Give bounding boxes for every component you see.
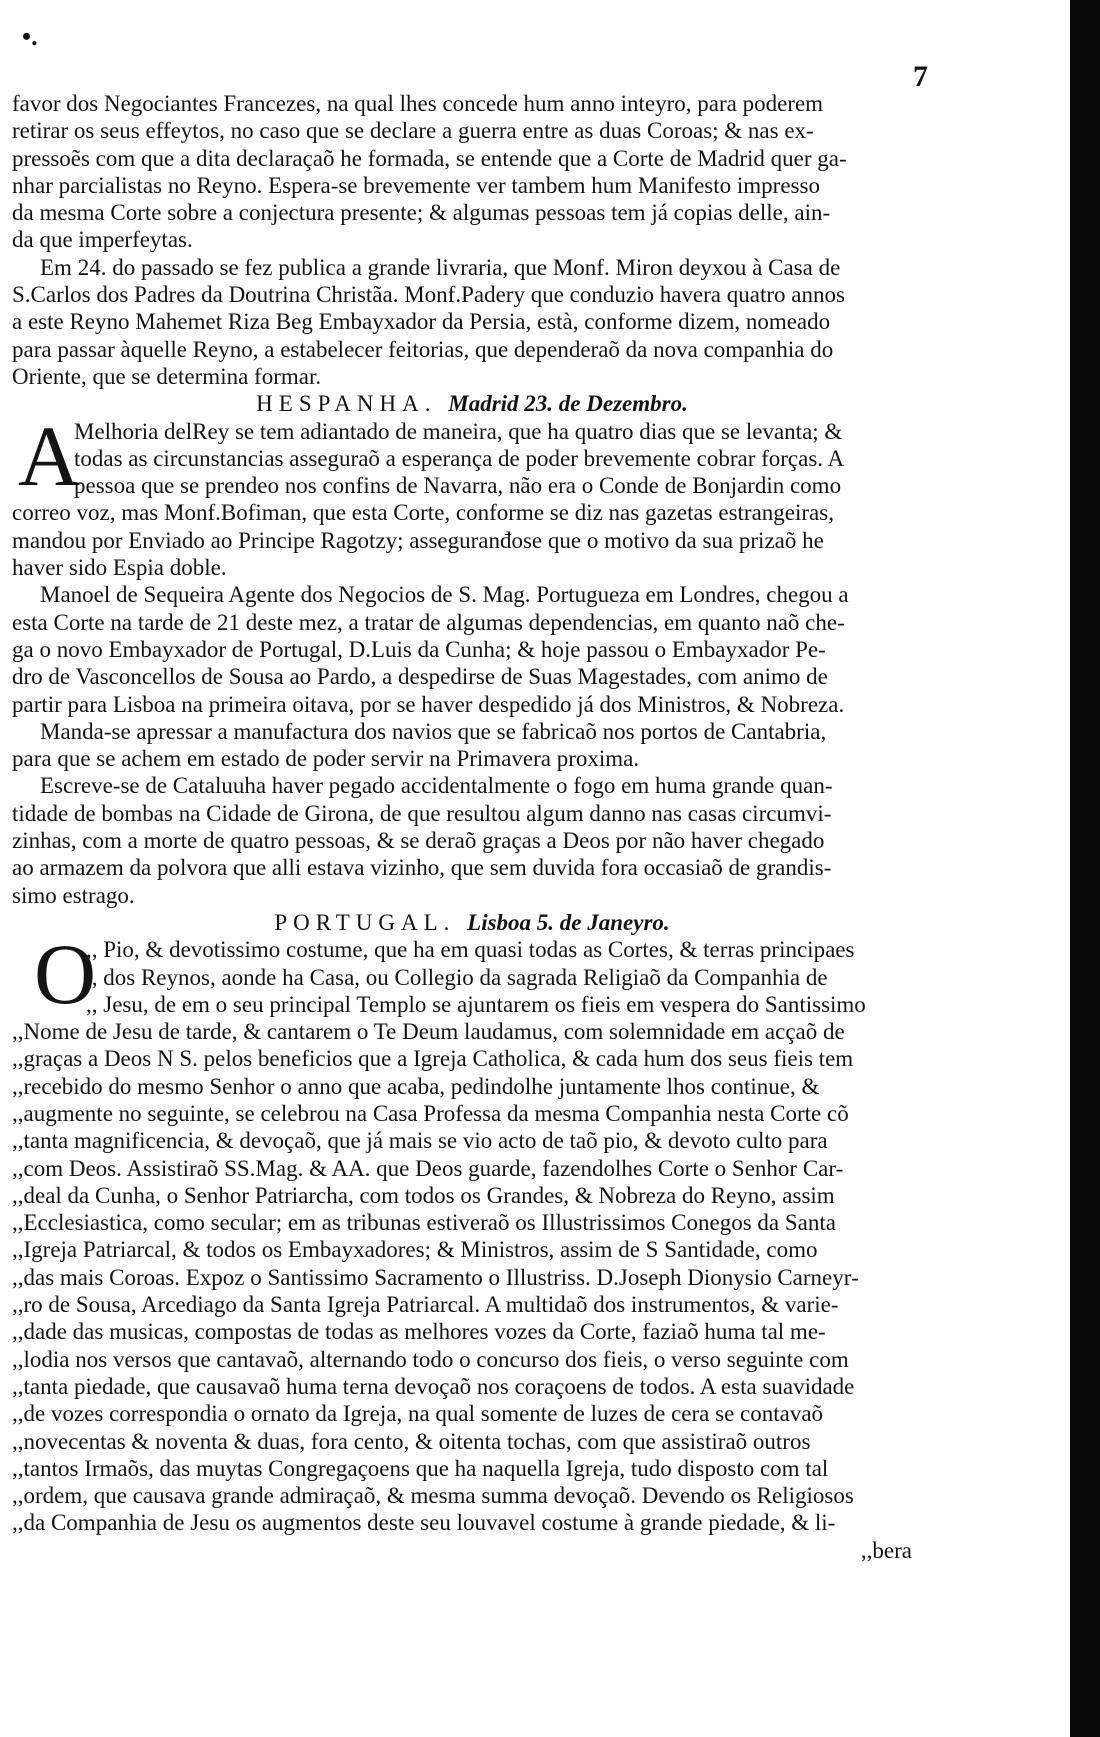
section-heading-portugal xyxy=(12,909,932,936)
text-line: tidade de bombas na Cidade de Girona, de que resultou algum danno nas casas circumvi- xyxy=(12,800,832,826)
paragraph-navios xyxy=(12,718,932,773)
text-line: ,,de vozes correspondia o ornato da Igreja, na qual somente de luzes de cera se contavaõ xyxy=(12,1401,824,1427)
text-line: ,,graças a Deos N S. pelos beneficios que a Igreja Catholica, & cada hum dos seus fieis tem xyxy=(12,1046,854,1072)
corner-mark: •. xyxy=(22,22,38,51)
text-line: pessoa que se prendeo nos confins de Navarra, não era o Conde de Bonjardin como xyxy=(74,473,842,499)
paragraph-france-continued xyxy=(12,90,932,254)
text-line: Em 24. do passado se fez publica a grande livraria, que Monf. Miron deyxou à Casa de xyxy=(40,254,841,280)
text-line: a este Reyno Mahemet Riza Beg Embayxador da Persia, està, conforme dizem, nomeado xyxy=(12,309,831,335)
text-line: nhar parcialistas no Reyno. Espera-se brevemente ver tambem hum Manifesto impresso xyxy=(12,172,820,198)
text-line: ,, Pio, & devotissimo costume, que ha em quasi todas as Cortes, & terras principaes xyxy=(86,937,855,963)
text-line: dro de Vasconcellos de Sousa ao Pardo, a despedirse de Suas Magestades, com animo de xyxy=(12,664,828,690)
text-line: ,,Ecclesiastica, como secular; em as tribunas estiveraõ os Illustrissimos Conegos da Santa xyxy=(12,1210,836,1236)
paragraph-hespanha-lead xyxy=(12,407,932,582)
text-line: Melhoria delRey se tem adiantado de maneira, que ha quatro dias que se levanta; & xyxy=(74,418,843,444)
text-line: ,, dos Reynos, aonde ha Casa, ou Collegio da sagrada Religiaõ da Companhia de xyxy=(86,964,828,990)
text-line: ,,das mais Coroas. Expoz o Santissimo Sacramento o Illustriss. D.Joseph Dionysio Carneyr- xyxy=(12,1264,859,1290)
text-line: ,,com Deos. Assistiraõ SS.Mag. & AA. que Deos guarde, fazendolhes Corte o Senhor Car- xyxy=(12,1155,844,1181)
drop-cap: O xyxy=(34,926,97,1023)
text-line: para passar àquelle Reyno, a estabelecer feitorias, que dependeraõ da nova companhia do xyxy=(12,336,834,362)
dropcap-lines xyxy=(12,926,932,1023)
section-title: PORTUGAL. xyxy=(274,909,456,935)
section-heading-hespanha xyxy=(12,390,932,417)
text-line: zinhas, com a morte de quatro pessoas, & se deraõ graças a Deos por não haver chegado xyxy=(12,828,825,854)
text-line: Manda-se apressar a manufactura dos navios que se fabricaõ nos portos de Cantabria, xyxy=(40,718,827,744)
section-dateline: Lisboa 5. de Janeyro. xyxy=(467,909,670,935)
article-text xyxy=(12,90,932,1564)
paragraph-girona xyxy=(12,772,932,908)
section-title: HESPANHA. xyxy=(256,391,437,417)
text-line: Oriente, que se determina formar. xyxy=(12,363,322,389)
text-line: ,,ordem, que causava grande admiraçaõ, & mesma summa devoçaõ. Devendo os Religiosos xyxy=(12,1483,854,1509)
paragraph-manoel-sequeira xyxy=(12,581,932,717)
text-line: ,,ro de Sousa, Arcediago da Santa Igreja Patriarcal. A multidaõ dos instrumentos, & varie- xyxy=(12,1292,839,1318)
text-line: ,,deal da Cunha, o Senhor Patriarcha, com todos os Grandes, & Nobreza do Reyno, assim xyxy=(12,1182,835,1208)
section-dateline: Madrid 23. de Dezembro. xyxy=(448,391,688,417)
text-line: favor dos Negociantes Francezes, na qual lhes concede hum anno inteyro, para poderem xyxy=(12,91,824,116)
page-number: 7 xyxy=(913,60,928,93)
text-line: ,,Nome de Jesu de tarde, & cantarem o Te Deum laudamus, com solemnidade em acçaõ de xyxy=(12,1019,845,1045)
text-line: Escreve-se de Cataluuha haver pegado accidentalmente o fogo em huma grande quan- xyxy=(40,773,833,799)
text-line: para que se achem em estado de poder servir na Primavera proxima. xyxy=(12,746,640,772)
text-line: ,,dade das musicas, compostas de todas as melhores vozes da Corte, faziaõ huma tal me- xyxy=(12,1319,826,1345)
text-line: esta Corte na tarde de 21 deste mez, a tratar de algumas dependencias, em quanto naõ che- xyxy=(12,609,845,635)
text-line: ,,tanta piedade, que causavaõ huma terna devoçaõ nos coraçoens de todos. A esta suavidade xyxy=(12,1373,855,1399)
text-line: ,,augmente no seguinte, se celebrou na Casa Professa da mesma Companhia nesta Corte cõ xyxy=(12,1100,849,1126)
text-line: ,,Igreja Patriarcal, & todos os Embayxadores; & Ministros, assim de S Santidade, como xyxy=(12,1237,818,1263)
catchword: ,,bera xyxy=(860,1537,912,1563)
text-line: ao armazem da polvora que alli estava vizinho, que sem duvida fora occasiaõ de grandis- xyxy=(12,855,832,881)
text-line: simo estrago. xyxy=(12,882,135,908)
text-line: pressoẽs com que a dita declaraçaõ he formada, se entende que a Corte de Madrid quer ga- xyxy=(12,145,847,171)
text-line: ,,recebido do mesmo Senhor o anno que acaba, pedindolhe juntamente lhos continue, & xyxy=(12,1073,820,1099)
text-line: ,,novecentas & noventa & duas, fora cento, & oitenta tochas, com que assistiraõ outros xyxy=(12,1428,811,1454)
text-line: ga o novo Embayxador de Portugal, D.Luis da Cunha; & hoje passou o Embayxador Pe- xyxy=(12,636,826,662)
text-line: ,,da Companhia de Jesu os augmentos deste seu louvavel costume à grande piedade, & li- xyxy=(12,1510,836,1536)
paragraph-livraria xyxy=(12,254,932,390)
drop-cap: A xyxy=(18,407,81,504)
text-line: mandou por Enviado ao Principe Ragotzy; asseguranđose que o motivo da sua prizaõ he xyxy=(12,527,824,553)
text-line: ,,lodia nos versos que cantavaõ, alternando todo o concurso dos fieis, o verso seguinte com xyxy=(12,1346,849,1372)
text-line: ,,tantos Irmaõs, das muytas Congregaçoens que ha naquella Igreja, tudo disposto com tal xyxy=(12,1455,829,1481)
text-line: correo voz, mas Monf.Bofiman, que esta Corte, conforme se diz nas gazetas estrangeiras, xyxy=(12,500,834,526)
scan-edge-border xyxy=(1070,0,1100,1737)
text-line: ,,tanta magnificencia, & devoçaõ, que já mais se vio acto de taõ pio, & devoto culto para xyxy=(12,1128,828,1154)
text-line: S.Carlos dos Padres da Doutrina Christãa. Monf.Padery que conduzio havera quatro annos xyxy=(12,282,845,308)
text-line: Manoel de Sequeira Agente dos Negocios de S. Mag. Portugueza em Londres, chegou a xyxy=(40,582,849,608)
text-line: todas as circunstancias asseguraõ a esperança de poder brevemente cobrar forças. A xyxy=(74,445,845,471)
text-line: da que imperfeytas. xyxy=(12,227,193,253)
text-line: da mesma Corte sobre a conjectura presente; & algumas pessoas tem já copias delle, ain- xyxy=(12,200,831,226)
dropcap-lines xyxy=(12,407,932,504)
paragraph-portugal xyxy=(12,926,932,1564)
text-line: haver sido Espia doble. xyxy=(12,555,227,581)
text-line: partir para Lisboa na primeira oitava, por se haver despedido já dos Ministros, & Nobreza. xyxy=(12,691,845,717)
text-line: retirar os seus effeytos, no caso que se declare a guerra entre as duas Coroas; & nas ex- xyxy=(12,118,814,144)
text-line: ,, Jesu, de em o seu principal Templo se ajuntarem os fieis em vespera do Santissimo xyxy=(86,991,866,1017)
